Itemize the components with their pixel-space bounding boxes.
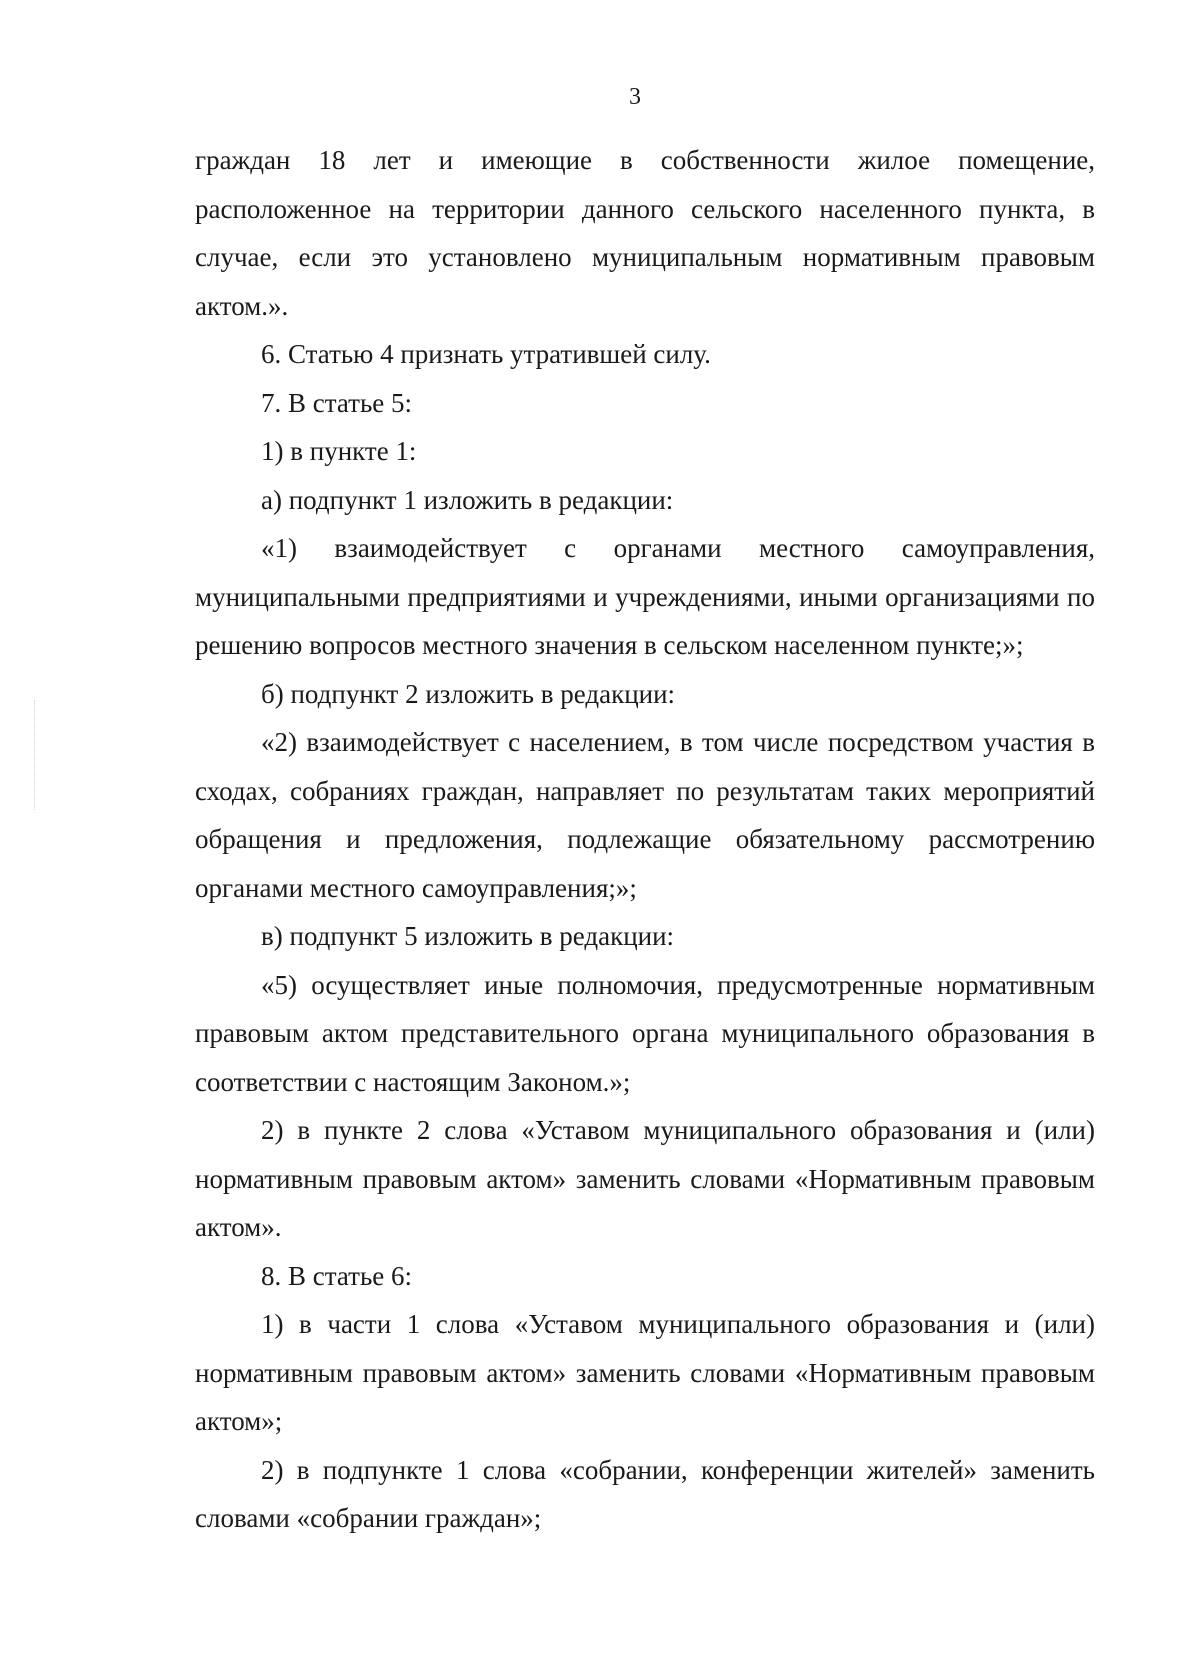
paragraph-item-7: 7. В статье 5: (261, 387, 413, 418)
paragraph-subitem-2-art6: 2) в подпункте 1 слова «собрании, конференции жителей» заменить словами «собрании граждан»; (195, 1454, 1095, 1533)
paragraph-item-6: 6. Статью 4 признать утратившей силу. (261, 339, 711, 369)
paragraph-quote-1: «1) взаимодействует с органами местного самоуправления, муниципальными предприятиями и учреждениями, иными организациями по решению вопросов местного значения в сельском населенном пункте;»; (195, 533, 1095, 660)
paragraph-subitem-v: в) подпункт 5 изложить в редакции: (261, 921, 675, 951)
paragraph-subitem-1-art6: 1) в части 1 слова «Уставом муниципального образования и (или) нормативным правовым актом» заменить словами «Нормативным правовым актом»; (195, 1309, 1095, 1436)
document-body (195, 136, 1095, 1543)
paragraph-continuation: граждан 18 лет и имеющие в собственности жилое помещение, расположенное на территории данного сельского населенного пункта, в случае, если это установлено муниципальным нормативным правовым актом.». (195, 145, 1095, 321)
scan-artifact (34, 700, 37, 810)
paragraph-subitem-b: б) подпункт 2 изложить в редакции: (261, 678, 676, 709)
paragraph-subitem-a: а) подпункт 1 изложить в редакции: (261, 484, 674, 515)
paragraph-quote-2: «2) взаимодействует с населением, в том числе посредством участия в сходах, собраниях граждан, направляет по результатам таких мероприятий обращения и предложения, подлежащие обязательному рассмотрению органами местного самоуправления;»; (195, 727, 1095, 903)
paragraph-subitem-2: 2) в пункте 2 слова «Уставом муниципального образования и (или) нормативным правовым актом» заменить словами «Нормативным правовым актом». (195, 1115, 1095, 1242)
paragraph-quote-5: «5) осуществляет иные полномочия, предусмотренные нормативным правовым актом представительного органа муниципального образования в соответствии с настоящим Законом.»; (195, 969, 1095, 1097)
page-number: 3 (629, 84, 641, 110)
paragraph-item-8: 8. В статье 6: (261, 1260, 413, 1291)
paragraph-subitem-1: 1) в пункте 1: (261, 436, 417, 466)
